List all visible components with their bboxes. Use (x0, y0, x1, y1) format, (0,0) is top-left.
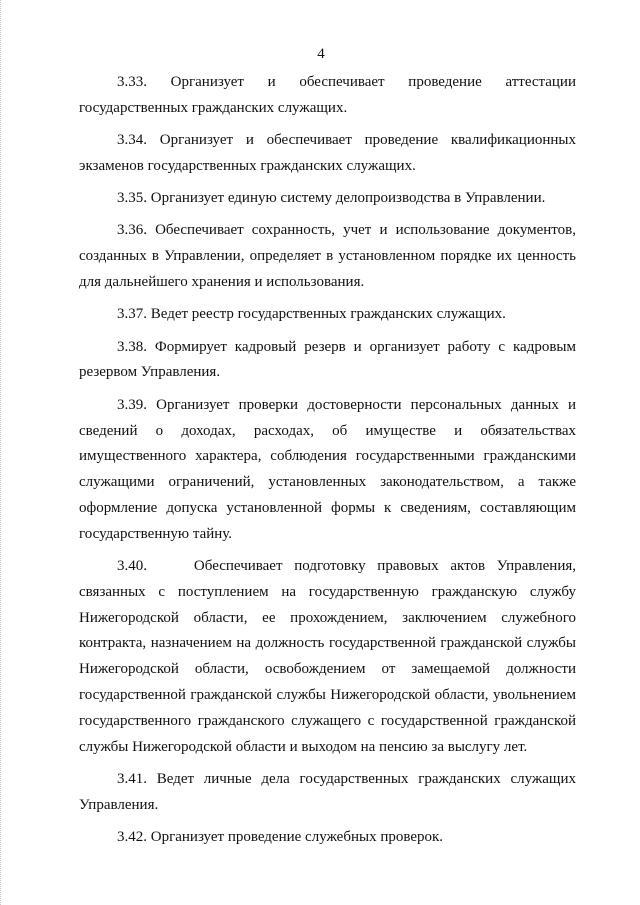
paragraph-3-37: 3.37. Ведет реестр государственных гражданских служащих. (117, 306, 506, 323)
paragraph-3-33: 3.33. Организует и обеспечивает проведение аттестации государственных гражданских служащих. (79, 74, 576, 116)
paragraph-3-41: 3.41. Ведет личные дела государственных гражданских служащих Управления. (79, 770, 576, 813)
paragraph-3-42: 3.42. Организует проведение служебных проверок. (117, 829, 444, 846)
paragraph-3-39: 3.39. Организует проверки достоверности персональных данных и сведений о доходах, расходах, об имуществе и обязательствах имущественного характера, соблюдения государственными гражданскими служащими ограничений, установленных законодательством, а также оформление допуска установленной формы к сведениям, составляющим государственную тайну. (79, 396, 576, 542)
page-number: 4 (317, 46, 325, 62)
paragraph-3-34: 3.34. Организует и обеспечивает проведение квалификационных экзаменов государственных гражданских служащих. (79, 132, 576, 174)
paragraph-3-36: 3.36. Обеспечивает сохранность, учет и использование документов, созданных в Управлении, определяет в установленном порядке их ценность для дальнейшего хранения и использования. (79, 222, 576, 291)
paragraph-3-40: 3.40. Обеспечивает подготовку правовых актов Управления, связанных с поступлением на государственную гражданскую службу Нижегородской области, ее прохождением, заключением служебного контракта, назначением на должность государственной гражданской службы Нижегородской области, освобождением от замещаемой должности государственной гражданской службы Нижегородской области, увольнением государственного гражданского служащего с государственной гражданской службы Нижегородской области и выходом на пенсию за выслугу лет. (79, 558, 576, 755)
paragraph-3-38: 3.38. Формирует кадровый резерв и организует работу с кадровым резервом Управления. (79, 338, 576, 381)
paragraph-3-35: 3.35. Организует единую систему делопроизводства в Управлении. (117, 190, 546, 207)
document-body (79, 70, 576, 851)
